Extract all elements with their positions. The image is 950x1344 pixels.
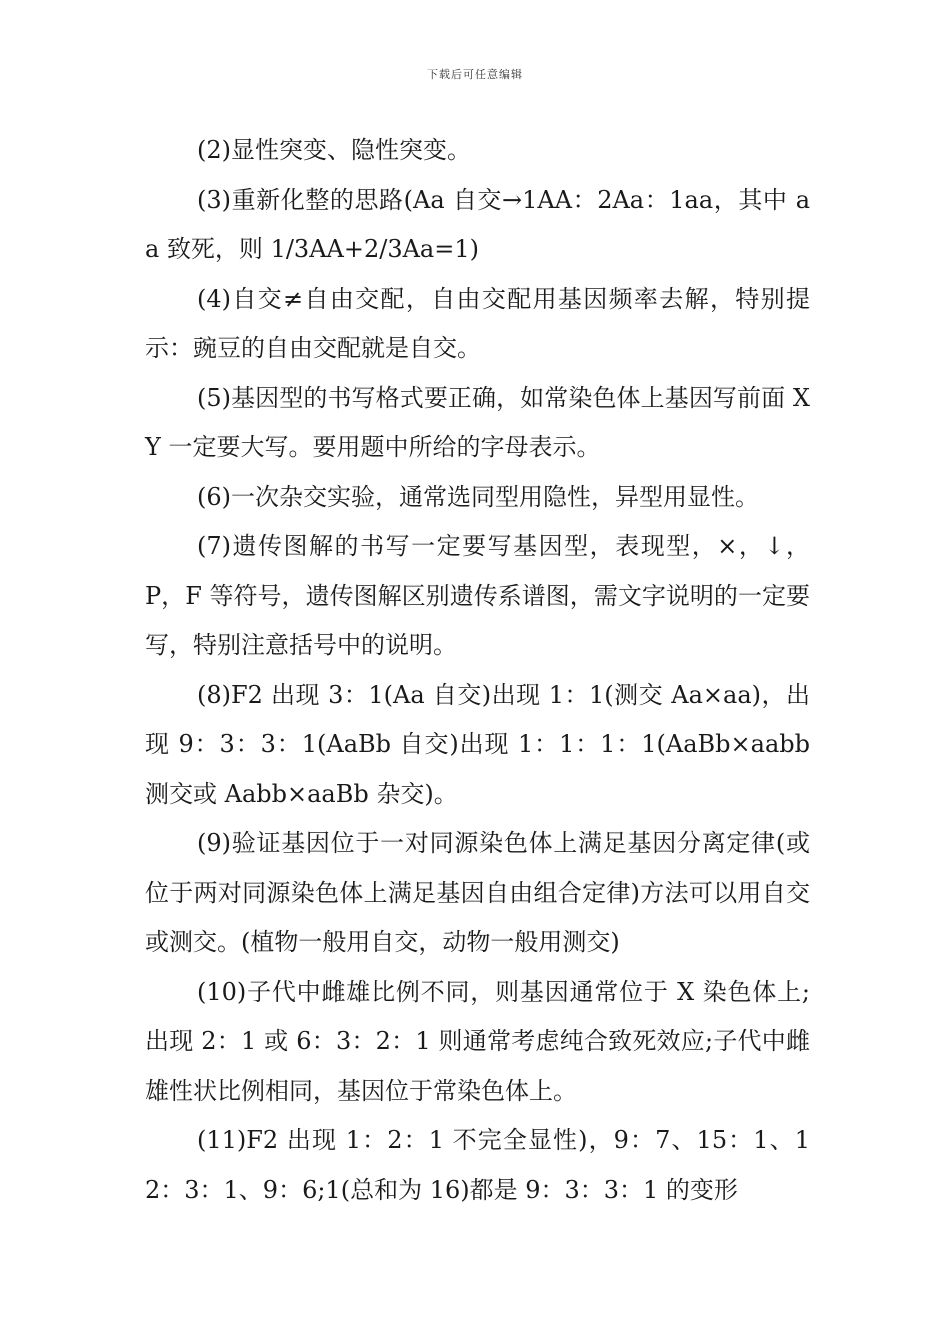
paragraph-4: (4)自交≠自由交配，自由交配用基因频率去解，特别提示：豌豆的自由交配就是自交。	[145, 284, 810, 362]
paragraph-6: (6)一次杂交实验，通常选同型用隐性，异型用显性。	[197, 482, 759, 511]
paragraph-8: (8)F2 出现 3：1(Aa 自交)出现 1：1(测交 Aa×aa)，出现 9：3：3：1(AaBb 自交)出现 1：1：1：1(AaBb×aabb 测交或 Aabb×aaBb 杂交)。	[145, 680, 810, 808]
paragraph-7: (7)遗传图解的书写一定要写基因型，表现型，×，↓，P，F 等符号，遗传图解区别遗传系谱图，需文字说明的一定要写，特别注意括号中的说明。	[145, 532, 810, 659]
document-body	[145, 126, 810, 1215]
paragraph-11: (11)F2 出现 1：2：1 不完全显性)，9：7、15：1、12：3：1、9：6;1(总和为 16)都是 9：3：3：1 的变形	[145, 1126, 810, 1204]
paragraph-5: (5)基因型的书写格式要正确，如常染色体上基因写前面 XY 一定要大写。要用题中所给的字母表示。	[145, 383, 810, 461]
page-header: 下载后可任意编辑	[427, 68, 523, 81]
paragraph-10: (10)子代中雌雄比例不同，则基因通常位于 X 染色体上;出现 2：1 或 6：3：2：1 则通常考虑纯合致死效应;子代中雌雄性状比例相同，基因位于常染色体上。	[145, 977, 810, 1105]
paragraph-3: (3)重新化整的思路(Aa 自交→1AA：2Aa：1aa，其中 aa 致死，则 1/3AA+2/3Aa=1)	[145, 185, 810, 263]
paragraph-9: (9)验证基因位于一对同源染色体上满足基因分离定律(或位于两对同源染色体上满足基因自由组合定律)方法可以用自交或测交。(植物一般用自交，动物一般用测交)	[145, 829, 810, 956]
paragraph-2: (2)显性突变、隐性突变。	[197, 136, 471, 164]
